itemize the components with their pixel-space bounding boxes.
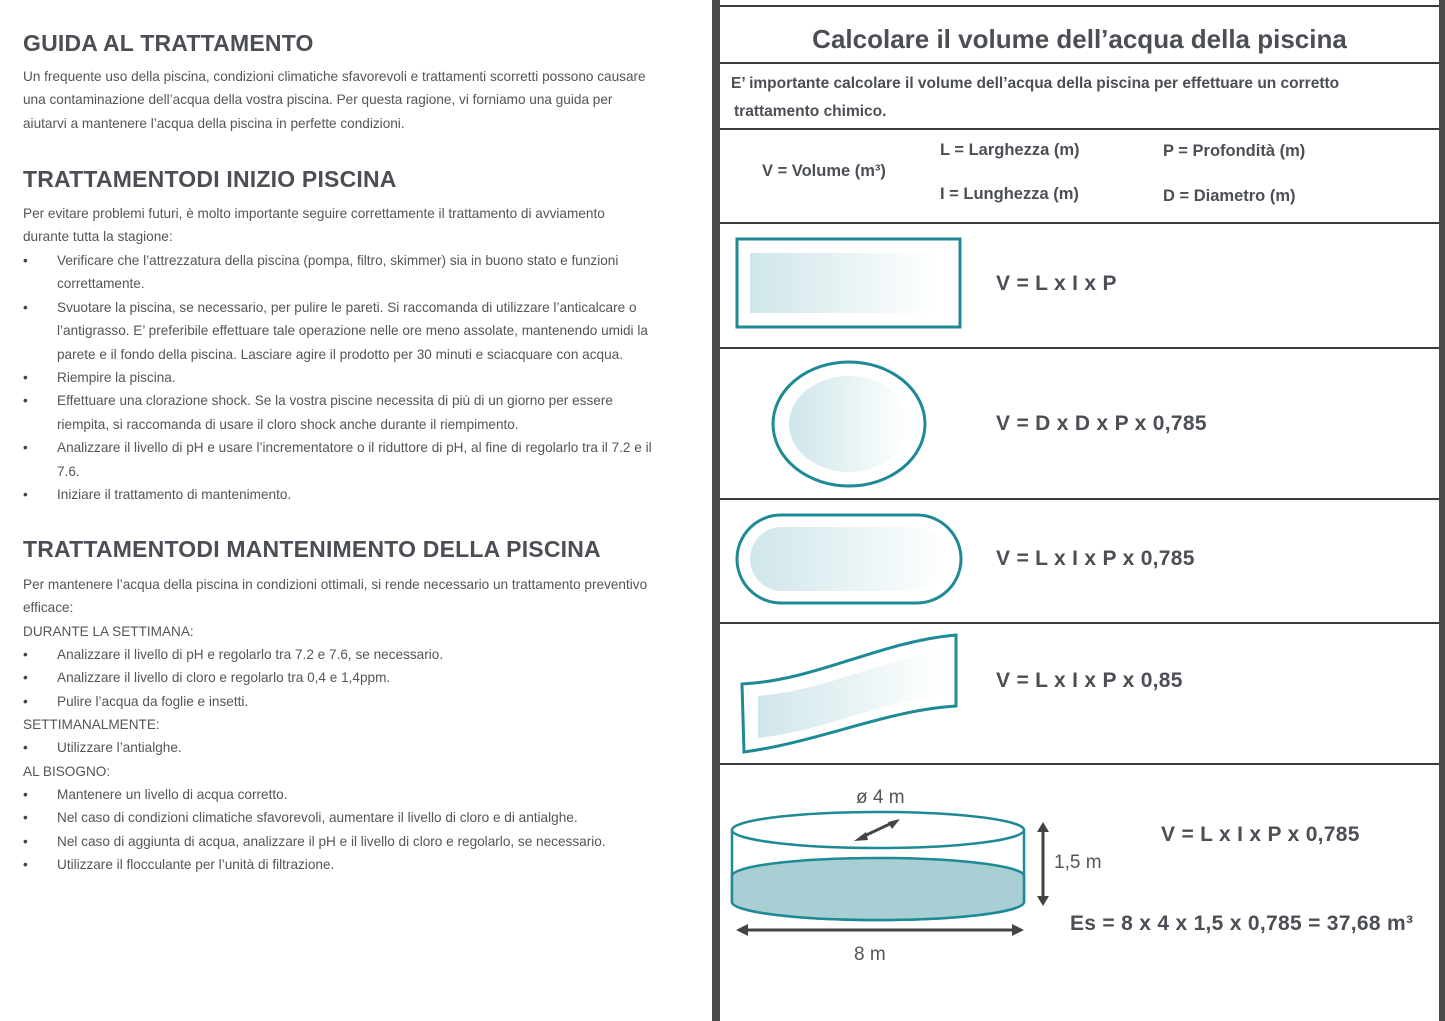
text-line: • Riempire la piscina. (57, 370, 176, 386)
text-line: Per mantenere l’acqua della piscina in condizioni ottimali, si rende necessario un trattamento preventivo (23, 577, 648, 592)
text-line: efficace: (23, 600, 74, 616)
list-item (23, 296, 683, 366)
list-item (23, 366, 683, 389)
start-bullet-list (23, 249, 683, 506)
list-item: • Analizzare il livello di cloro e regolarlo tra 0,4 e 1,4ppm. (23, 666, 683, 689)
formula-oval: V = L x I x P x 0,785 (996, 547, 1195, 570)
weekly-label: SETTIMANALMENTE: (23, 717, 160, 732)
rule-line (720, 498, 1439, 500)
list-item: • Pulire l’acqua da foglie e insetti. (23, 690, 683, 713)
oval-pool-icon (734, 512, 966, 608)
rule-line (720, 222, 1439, 224)
list-item: • Analizzare il livello di pH e regolarlo tra 7.2 e 7.6, se necessario. (23, 643, 683, 666)
volume-calculator-panel (720, 0, 1439, 1021)
legend-width: L = Larghezza (m) (940, 141, 1080, 159)
rectangular-pool-icon (734, 236, 964, 332)
list-item: • Utilizzare l’antialghe. (23, 736, 683, 759)
guide-paragraph (23, 65, 683, 135)
text-line: Un frequente uso della piscina, condizioni climatiche sfavorevoli e trattamenti scorretti possono causare (23, 69, 646, 84)
maintenance-intro (23, 573, 683, 620)
list-item (23, 436, 683, 483)
text-line: una contaminazione dell’acqua della vostra piscina. Per questa ragione, vi forniamo una guida per (23, 92, 613, 108)
formula-rectangular: V = L x I x P (996, 272, 1117, 295)
legend-depth: P = Profondità (m) (1163, 142, 1306, 160)
rule-line (720, 5, 1439, 7)
text-line: • Svuotare la piscina, se necessario, per pulire le pareti. Si raccomanda di utilizzare l’anticalcare o (57, 299, 637, 315)
text-line: Per evitare problemi futuri, è molto importante seguire correttamente il trattamento di avviamento (23, 206, 605, 221)
start-intro (23, 202, 683, 249)
week-label: DURANTE LA SETTIMANA: (23, 624, 194, 639)
freeform-pool-icon (738, 630, 964, 758)
diameter-label: ø 4 m (856, 787, 905, 808)
text-line: 7.6. (57, 463, 80, 479)
list-item: • Utilizzare il flocculante per l’unità di filtrazione. (23, 853, 683, 876)
height-label: 1,5 m (1054, 852, 1102, 873)
weekly-bullet-list (23, 736, 683, 759)
formula-example: V = L x I x P x 0,785 (1161, 823, 1360, 846)
text-line: durante tutta la stagione: (23, 229, 173, 245)
text-line: • Iniziare il trattamento di mantenimento. (57, 487, 292, 503)
need-label: AL BISOGNO: (23, 764, 111, 779)
treatment-guide-column (0, 0, 712, 1021)
cylindrical-pool-diagram (728, 810, 1028, 942)
text-line: • Effettuare una clorazione shock. Se la vostra piscine necessita di più di un giorno per essere (57, 393, 613, 409)
list-item: • Mantenere un livello di acqua corretto. (23, 783, 683, 806)
height-arrow (1033, 822, 1053, 906)
text-line: riempita, si raccomanda di usare il cloro shock anche durante il riempimento. (57, 416, 519, 432)
formula-round: V = D x D x P x 0,785 (996, 412, 1207, 435)
rule-line (720, 347, 1439, 349)
text-line: • Verificare che l’attrezzatura della piscina (pompa, filtro, skimmer) sia in buono stato e funzioni (57, 253, 619, 268)
rule-line (720, 62, 1439, 64)
rule-line (720, 763, 1439, 765)
rule-line (720, 622, 1439, 624)
column-divider (712, 0, 720, 1021)
section-title-start: TRATTAMENTODI INIZIO PISCINA (23, 166, 397, 192)
week-bullet-list (23, 643, 683, 713)
text-line: trattamento chimico. (734, 103, 887, 120)
panel-title: Calcolare il volume dell’acqua della piscina (812, 24, 1347, 54)
legend-volume: V = Volume (m³) (762, 162, 886, 180)
text-line: • Analizzare il livello di pH e usare l’incrementatore o il riduttore di pH, al fine di regolarlo tra il 7.2 e il (57, 440, 652, 456)
text-line: E’ importante calcolare il volume dell’acqua della piscina per effettuare un corretto (731, 75, 1340, 92)
rule-line (720, 128, 1439, 130)
list-item (23, 483, 683, 506)
length-label: 8 m (854, 944, 886, 965)
section-title-maintenance: TRATTAMENTODI MANTENIMENTO DELLA PISCINA (23, 536, 601, 562)
text-line: aiutarvi a mantenere l’acqua della piscina in perfette condizioni. (23, 115, 405, 131)
text-line: correttamente. (57, 276, 145, 292)
section-title-guide: GUIDA AL TRATTAMENTO (23, 30, 314, 56)
page-edge (1439, 0, 1445, 1021)
list-item: • Nel caso di condizioni climatiche sfavorevoli, aumentare il livello di cloro e di antialghe. (23, 806, 683, 829)
example-calculation: Es = 8 x 4 x 1,5 x 0,785 = 37,68 m³ (1070, 912, 1414, 935)
list-item (23, 249, 683, 296)
list-item: • Nel caso di aggiunta di acqua, analizzare il pH e il livello di cloro e regolarlo, se necessario. (23, 830, 683, 853)
round-pool-icon (770, 358, 930, 491)
need-bullet-list (23, 783, 683, 877)
panel-intro (731, 70, 1339, 126)
text-line: l’antigrasso. E’ preferibile effettuare tale operazione nelle ore meno assolate, mantenendo umidi la (57, 323, 648, 339)
legend-length: I = Lunghezza (m) (940, 185, 1079, 203)
formula-freeform: V = L x I x P x 0,85 (996, 669, 1183, 692)
legend-diameter: D = Diametro (m) (1163, 187, 1296, 205)
text-line: parete e il fondo della piscina. Lasciare agire il prodotto per 30 minuti e sciacquare con acqua. (57, 346, 623, 362)
list-item (23, 389, 683, 436)
